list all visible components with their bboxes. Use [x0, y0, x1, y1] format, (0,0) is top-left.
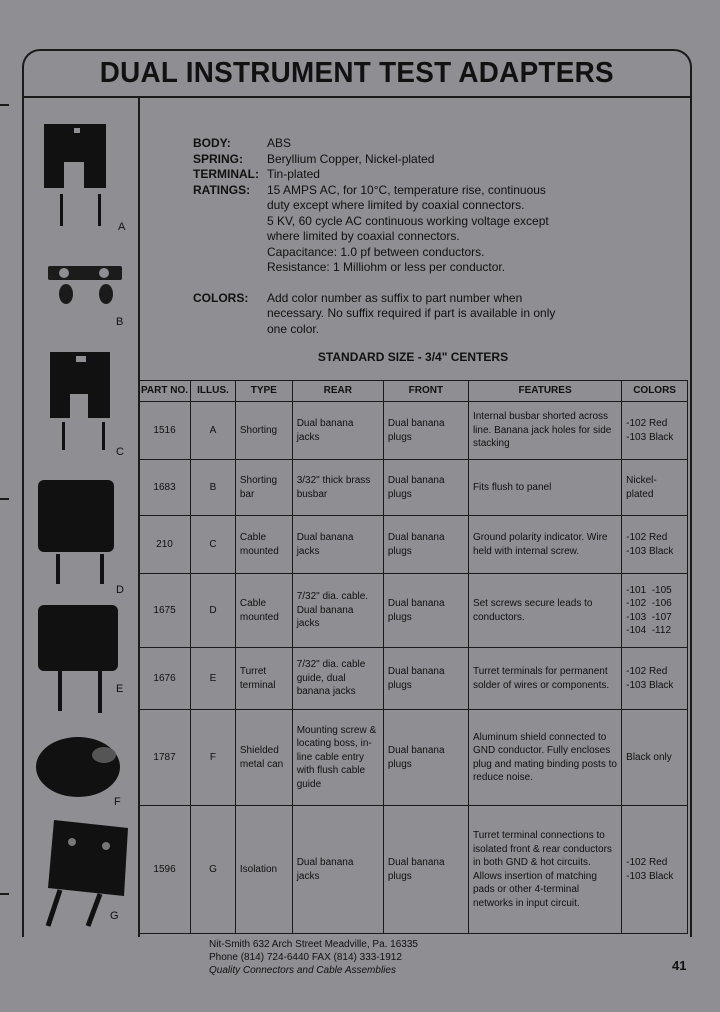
features: Aluminum shield connected to GND conductor. Fully encloses plug and mating binding posts to reduce noise.: [468, 710, 621, 806]
type: Cable mounted: [235, 574, 292, 648]
footer-address: Nit-Smith 632 Arch Street Meadville, Pa. 16335: [209, 939, 418, 950]
type: Shorting bar: [235, 460, 292, 516]
title-bar: [24, 51, 690, 98]
colors: -102 Red -103 Black: [622, 648, 688, 710]
features: Set screws secure leads to conductors.: [468, 574, 621, 648]
type: Shorting: [235, 402, 292, 460]
illus: G: [191, 806, 236, 934]
illus: E: [191, 648, 236, 710]
rear: 3/32" thick brass busbar: [292, 460, 383, 516]
part-no: 1787: [139, 710, 191, 806]
part-no: 1516: [139, 402, 191, 460]
standard-size-heading: STANDARD SIZE - 3/4" CENTERS: [317, 350, 509, 364]
spring-value: Beryllium Copper, Nickel-plated: [267, 151, 435, 166]
features: Turret terminal connections to isolated front & rear conductors in both GND & hot circuits. Allows insertion of matching pads or other 4-terminal networks in input circuit.: [468, 806, 621, 934]
ratings-line: 15 AMPS AC, for 10°C, temperature rise, continuous: [267, 182, 546, 197]
table-row: [139, 806, 688, 934]
photo-label-g: G: [110, 910, 119, 922]
specifications: [193, 136, 577, 337]
illus: F: [191, 710, 236, 806]
colors: Nickel- plated: [622, 460, 688, 516]
footer: [209, 938, 418, 977]
adapter-photo-d: [34, 478, 124, 593]
header-features: FEATURES: [468, 381, 621, 402]
body-value: ABS: [267, 136, 292, 150]
illus: A: [191, 402, 236, 460]
rear: 7/32" dia. cable. Dual banana jacks: [292, 574, 383, 648]
front: Dual banana plugs: [383, 460, 468, 516]
header-front: FRONT: [383, 381, 468, 402]
adapter-photo-f: [34, 735, 124, 805]
table-row: [139, 516, 688, 574]
photo-label-a: A: [118, 221, 126, 233]
colors-line: Add color number as suffix to part number when: [267, 290, 523, 305]
margin-tick: [0, 104, 9, 106]
table-row: [139, 460, 688, 516]
rear: Dual banana jacks: [292, 806, 383, 934]
rear: Dual banana jacks: [292, 402, 383, 460]
illus: C: [191, 516, 236, 574]
features: Fits flush to panel: [468, 460, 621, 516]
adapter-photo-b: [42, 258, 127, 318]
rear: 7/32" dia. cable guide, dual banana jacks: [292, 648, 383, 710]
adapter-photo-c: [40, 348, 125, 458]
ratings-line: Resistance: 1 Milliohm or less per conductor.: [267, 260, 506, 274]
features: Ground polarity indicator. Wire held with internal screw.: [468, 516, 621, 574]
adapter-photo-a: [40, 118, 120, 233]
terminal-label: TERMINAL:: [193, 167, 259, 181]
photo-label-d: D: [116, 584, 124, 596]
part-no: 1676: [139, 648, 191, 710]
page-title: DUAL INSTRUMENT TEST ADAPTERS: [99, 57, 615, 89]
adapter-photo-e: [34, 603, 124, 718]
photo-label-b: B: [116, 316, 124, 328]
part-no: 210: [139, 516, 191, 574]
ratings-line: 5 KV, 60 cycle AC continuous working voltage except: [267, 213, 549, 228]
header-part-no: PART NO.: [139, 381, 191, 402]
header-type: TYPE: [235, 381, 292, 402]
rear: Dual banana jacks: [292, 516, 383, 574]
type: Isolation: [235, 806, 292, 934]
table-row: [139, 574, 688, 648]
colors-label: COLORS:: [193, 290, 249, 305]
colors: -102 Red -103 Black: [622, 516, 688, 574]
header-rear: REAR: [292, 381, 383, 402]
photo-label-f: F: [114, 796, 121, 808]
colors-line: one color.: [267, 321, 320, 336]
front: Dual banana plugs: [383, 402, 468, 460]
ratings-line: duty except where limited by coaxial connectors.: [267, 198, 525, 212]
front: Dual banana plugs: [383, 710, 468, 806]
body-label: BODY:: [193, 136, 231, 150]
rear: Mounting screw & locating boss, in-line cable entry with flush cable guide: [292, 710, 383, 806]
colors: Black only: [622, 710, 688, 806]
colors: -102 Red -103 Black: [622, 402, 688, 460]
table-header-row: [139, 381, 688, 402]
colors-line: necessary. No suffix required if part is available in only: [267, 306, 556, 320]
margin-tick: [0, 498, 9, 500]
ratings-label: RATINGS:: [193, 182, 251, 197]
type: Cable mounted: [235, 516, 292, 574]
features: Internal busbar shorted across line. Banana jack holes for side stacking: [468, 402, 621, 460]
margin-tick: [0, 893, 9, 895]
front: Dual banana plugs: [383, 806, 468, 934]
ratings-line: where limited by coaxial connectors.: [267, 229, 460, 243]
type: Shielded metal can: [235, 710, 292, 806]
features: Turret terminals for permanent solder of wires or components.: [468, 648, 621, 710]
header-illus: ILLUS.: [191, 381, 236, 402]
colors: -101 -105 -102 -106 -103 -107 -104 -112: [622, 574, 688, 648]
product-table: [138, 380, 688, 934]
part-no: 1596: [139, 806, 191, 934]
page-number: 41: [672, 958, 687, 973]
part-no: 1683: [139, 460, 191, 516]
table-row: [139, 710, 688, 806]
table-row: [139, 402, 688, 460]
ratings-line: Capacitance: 1.0 pf between conductors.: [267, 244, 485, 259]
front: Dual banana plugs: [383, 648, 468, 710]
photo-label-e: E: [116, 683, 124, 695]
type: Turret terminal: [235, 648, 292, 710]
part-no: 1675: [139, 574, 191, 648]
colors: -102 Red -103 Black: [622, 806, 688, 934]
illus: D: [191, 574, 236, 648]
footer-tagline: Quality Connectors and Cable Assemblies: [209, 965, 396, 976]
terminal-value: Tin-plated: [267, 167, 320, 181]
table-row: [139, 648, 688, 710]
front: Dual banana plugs: [383, 574, 468, 648]
illus: B: [191, 460, 236, 516]
header-colors: COLORS: [622, 381, 688, 402]
spring-label: SPRING:: [193, 151, 244, 166]
front: Dual banana plugs: [383, 516, 468, 574]
footer-phone: Phone (814) 724-6440 FAX (814) 333-1912: [209, 952, 402, 963]
photo-label-c: C: [116, 446, 124, 458]
